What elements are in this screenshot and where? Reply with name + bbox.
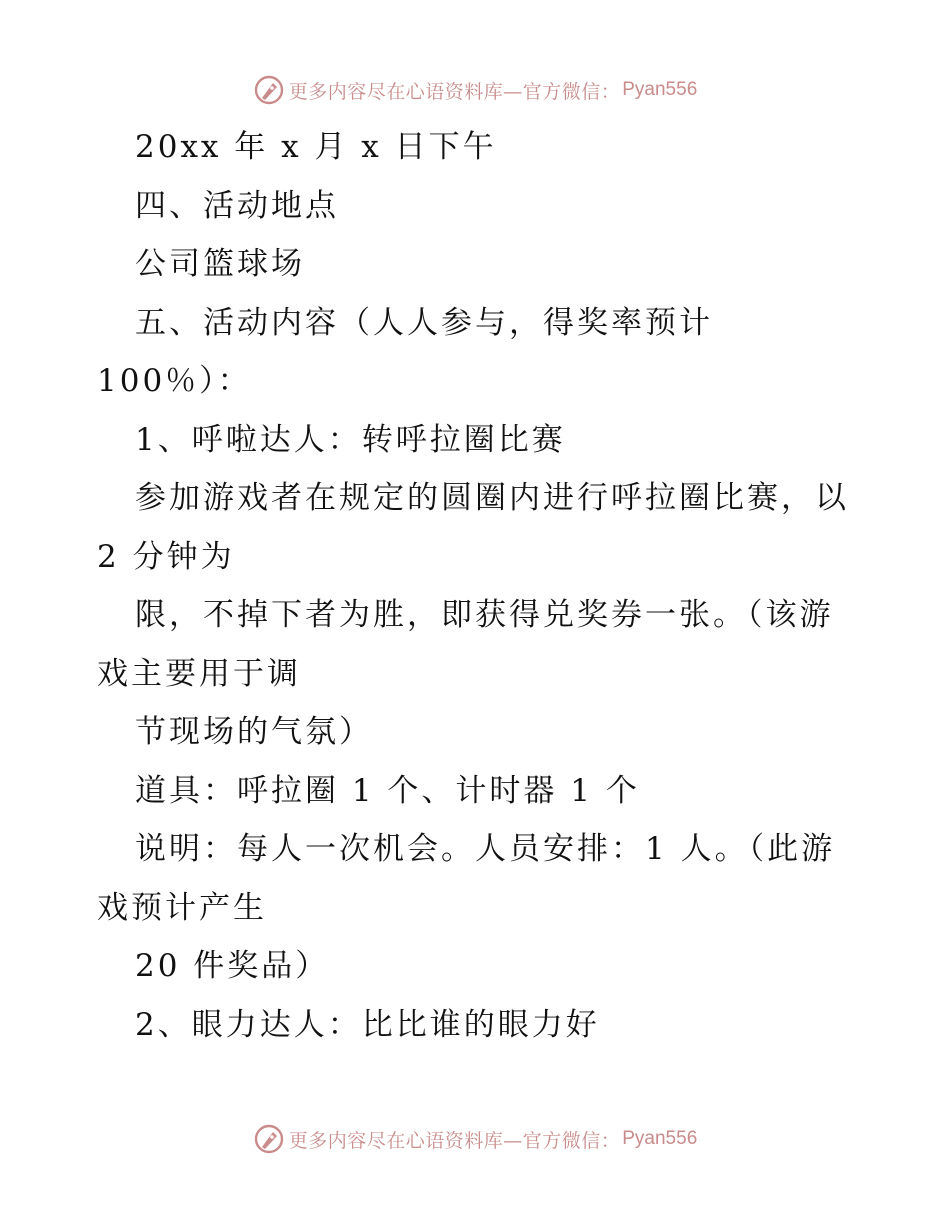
text-line: 戏主要用于调 <box>97 655 301 692</box>
text-line: 100％）： <box>97 363 252 399</box>
text-line: 20 件奖品） <box>135 948 330 984</box>
text-line: 说明：每人一次机会。人员安排：1 人。（此游 <box>135 831 836 867</box>
text-line: 2 分钟为 <box>97 538 235 575</box>
text-line: 戏预计产生 <box>97 889 267 926</box>
banner-text: 更多内容尽在心语资料库—官方微信： <box>288 1129 621 1152</box>
banner-wechat-handle: Pyan556 <box>622 1128 698 1149</box>
text-line: 节现场的气氛） <box>135 714 373 750</box>
item-heading-hula: 1、呼啦达人：转呼拉圈比赛 <box>135 421 566 458</box>
pen-nib-logo-icon <box>253 1123 285 1155</box>
banner-text: 更多内容尽在心语资料库—官方微信： <box>288 80 621 103</box>
section-heading-content: 五、活动内容（人人参与，得奖率预计 <box>135 304 713 341</box>
text-line: 20xx 年 x 月 x 日下午 <box>135 129 497 165</box>
text-line: 参加游戏者在规定的圆圈内进行呼拉圈比赛，以 <box>135 480 849 516</box>
document-body <box>97 118 872 1054</box>
text-line: 限，不掉下者为胜，即获得兑奖券一张。（该游 <box>135 597 834 633</box>
text-line: 公司篮球场 <box>135 246 305 282</box>
footer-banner <box>0 1119 950 1159</box>
pen-nib-logo-icon <box>253 74 285 106</box>
section-heading-location: 四、活动地点 <box>135 187 339 224</box>
banner-wechat-handle: Pyan556 <box>622 79 698 100</box>
item-heading-eyesight: 2、眼力达人：比比谁的眼力好 <box>135 1006 600 1043</box>
header-banner <box>0 70 950 110</box>
text-line: 道具：呼拉圈 1 个、计时器 1 个 <box>135 772 640 809</box>
